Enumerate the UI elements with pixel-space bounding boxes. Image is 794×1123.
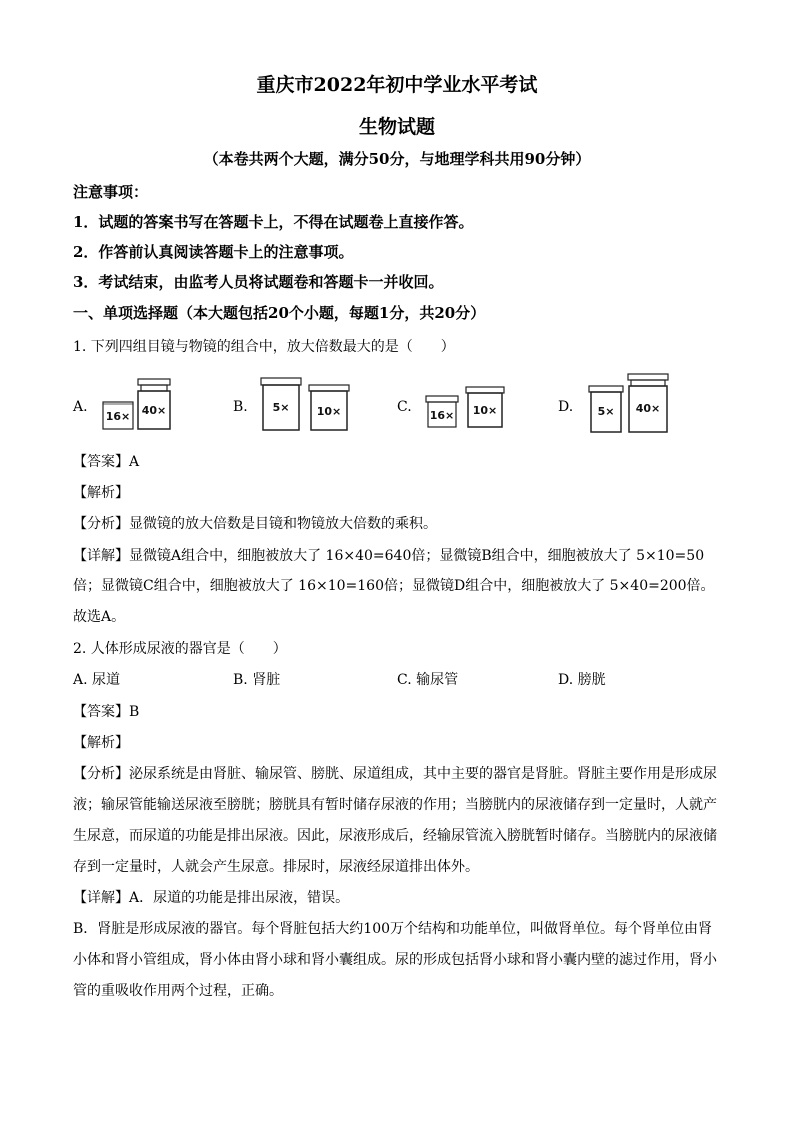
q1-analysis: 【分析】显微镜的放大倍数是目镜和物镜放大倍数的乘积。 [73,516,437,532]
q1-option-a-label: A. [73,399,88,415]
q2-answer: 【答案】B [73,704,140,720]
objective-label: 10× [316,405,342,418]
eyepiece-label: 16× [429,409,455,422]
q2-detail: 管的重吸收作用两个过程，正确。 [73,983,283,999]
q2-detail: 小体和肾小管组成，肾小体由肾小球和肾小囊组成。尿的形成包括肾小球和肾小囊内壁的滤过作用，肾小 [73,952,717,968]
exam-subject: 生物试题 [358,116,435,138]
q1-answer: 【答案】A [73,454,140,470]
q2-analysis: 生尿意，而尿道的功能是排出尿液。因此，尿液形成后，经输尿管流入膀胱暂时储存。当膀胱内的尿液储 [73,828,717,844]
eyepiece-label: 16× [105,410,131,423]
objective-label: 40× [635,402,661,415]
question-1-stem: 1. 下列四组目镜与物镜的组合中，放大倍数最大的是（ ） [73,339,455,355]
q2-detail: 【详解】A．尿道的功能是排出尿液，错误。 [73,890,350,906]
section-heading: 一、单项选择题（本大题包括20个小题，每题1分，共20分） [73,304,486,322]
q1-detail: 【详解】显微镜A组合中，细胞被放大了 16×40=640倍；显微镜B组合中，细胞被放大了 5×10=50 [73,548,705,564]
q2-analysis: 液；输尿管能输送尿液至膀胱；膀胱具有暂时储存尿液的作用；当膀胱内的尿液储存到一定量时，人就产 [73,797,717,813]
q2-analysis: 存到一定量时，人就会产生尿意。排尿时，尿液经尿道排出体外。 [73,859,479,875]
notice-heading: 注意事项： [73,183,149,201]
q1-option-d-figure [586,372,676,436]
q1-option-a-figure [100,375,180,435]
q2-option-d: D. 膀胱 [558,672,606,688]
q2-option-a: A. 尿道 [73,672,121,688]
q2-detail: B．肾脏是形成尿液的器官。每个肾脏包括大约100万个结构和功能单位，叫做肾单位。每个肾单位由肾 [73,921,713,937]
q1-option-b-figure [258,375,358,435]
eyepiece-label: 5× [272,401,290,414]
q1-option-c-figure [423,382,513,432]
notice-item: 1．试题的答案书写在答题卡上，不得在试题卷上直接作答。 [73,213,474,231]
q2-analysis: 【分析】泌尿系统是由肾脏、输尿管、膀胱、尿道组成，其中主要的器官是肾脏。肾脏主要作用是形成尿 [73,766,717,782]
exam-title: 重庆市2022年初中学业水平考试 [256,74,538,96]
objective-label: 40× [141,404,167,417]
q1-analysis-heading: 【解析】 [73,485,129,501]
q1-option-d-label: D. [558,399,574,415]
q1-option-b-label: B. [233,399,248,415]
q1-conclusion: 故选A。 [73,609,126,625]
q2-option-c: C. 输尿管 [397,672,459,688]
notice-item: 3．考试结束，由监考人员将试题卷和答题卡一并收回。 [73,273,444,291]
objective-label: 10× [472,404,498,417]
q2-analysis-heading: 【解析】 [73,735,129,751]
eyepiece-label: 5× [597,405,615,418]
q1-detail: 倍；显微镜C组合中，细胞被放大了 16×10=160倍；显微镜D组合中，细胞被放大了 5×40=200倍。 [73,578,715,594]
q2-option-b: B. 肾脏 [233,672,281,688]
q1-option-c-label: C. [397,399,412,415]
question-2-stem: 2. 人体形成尿液的器官是（ ） [73,641,287,657]
exam-note: （本卷共两个大题，满分50分，与地理学科共用90分钟） [203,150,591,168]
notice-item: 2．作答前认真阅读答题卡上的注意事项。 [73,243,354,261]
